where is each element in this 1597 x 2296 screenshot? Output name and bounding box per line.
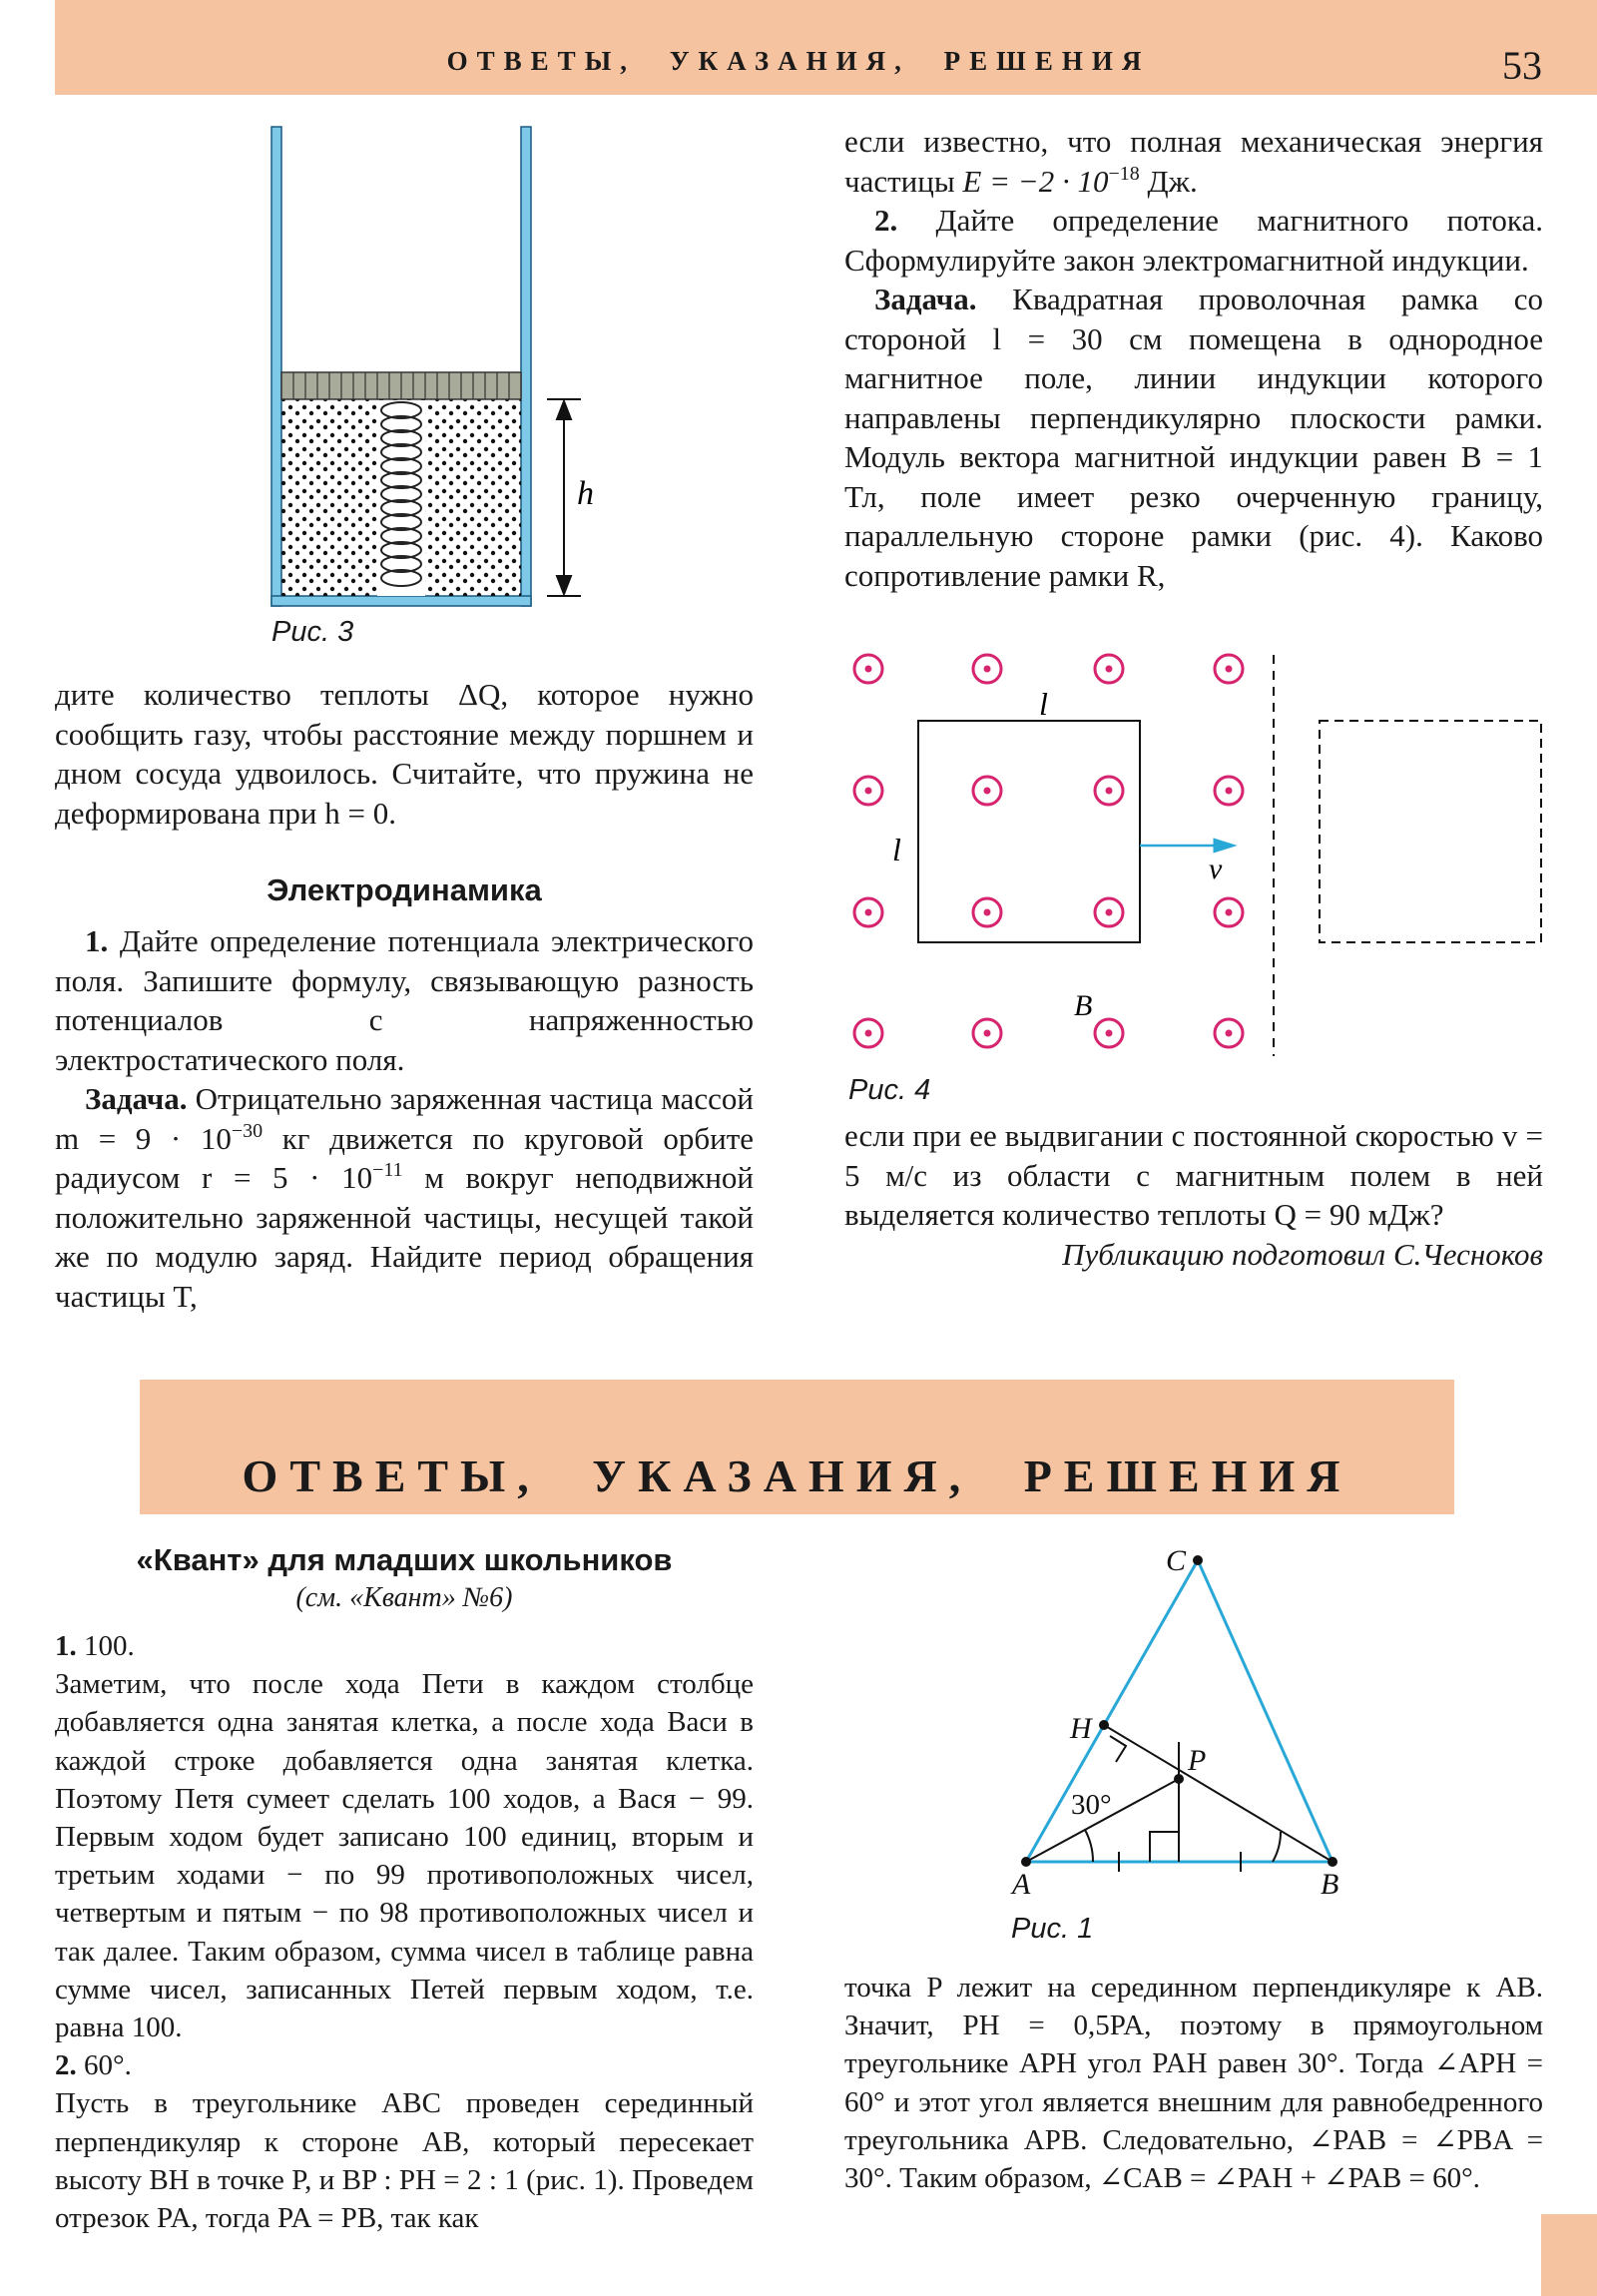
figure-4 (844, 639, 1563, 1078)
fig3-caption: Рис. 3 (271, 616, 354, 648)
right-column-top (844, 122, 1543, 595)
question-1: 1. Дайте определение потенциала электрического поля. Запишите формулу, связывающую разность потенциалов с напряженностью электростатического поля. (55, 923, 755, 1077)
answers-subheading: (см. «Квант» №6) (295, 1582, 513, 1613)
fig1-angle-label: 30° (1071, 1789, 1112, 1821)
task-1: Задача. Отрицательно заряженная частица массой $m = 9 \cdot 10^{-30}$ кг движется по круговой орбите радиусом $r = 5 \cdot 10^{-11}$ м вокруг неподвижной положительно заряженной частицы, несущей такой же по модулю заряд. Найдите период обращения частицы T, (55, 1081, 755, 1314)
vessel-left-wall (271, 127, 281, 606)
page-number: 53 (1502, 43, 1542, 88)
fig1-label-P: P (1188, 1744, 1207, 1777)
answer-2-head: 2. 60°. (55, 2049, 132, 2082)
figure-1 (998, 1542, 1367, 1922)
answers-banner-title: ОТВЕТЫ, УКАЗАНИЯ, РЕШЕНИЯ (242, 1450, 1352, 1501)
answer-1-text: Заметим, что после хода Пети в каждом столбце добавляется одна занятая клетка, а после хода Васи в каждой строке добавляется одна занятая клетка. Поэтому Петя сумеет сделать 100 ходов, а Вася − 99. Первым ходом будет записано 100 единиц, вторым и третьим ходами − по 99 противоположных чисел, четвертым и пятым − по 98 противоположных чисел и так далее. Таким образом, сумма чисел в таблице равна сумме чисел, записанных Петей первым ходом, т.е. равна 100. (55, 1668, 754, 2044)
running-header: ОТВЕТЫ, УКАЗАНИЯ, РЕШЕНИЯ (446, 46, 1151, 76)
field-symbols (854, 655, 1243, 1047)
velocity-arrow (1140, 839, 1236, 853)
right-angle-h (1110, 1736, 1126, 1762)
answers-heading: «Квант» для младших школьников (136, 1542, 673, 1577)
fig4-label-l-side: l (892, 832, 901, 867)
task-2: Задача. Квадратная проволочная рамка со стороной l = 30 см помещена в однородное магнитное поле, линии индукции которого направлены перпендикулярно плоскости рамки. Модуль вектора магнитной индукции равен B = 1 Тл, поле имеет резко очерченную границу, параллельную стороне рамки (рис. 4). Каково сопротивление рамки R, (844, 282, 1543, 593)
fig1-label-C: C (1166, 1544, 1187, 1577)
fig1-label-A: A (1012, 1868, 1031, 1901)
left-column-top (55, 675, 754, 833)
angle-arc-a (1085, 1830, 1093, 1862)
fig1-caption: Рис. 1 (1011, 1913, 1094, 1945)
answer-1-head: 1. 100. (55, 1630, 135, 1662)
question-2: 2. Дайте определение магнитного потока. Сформулируйте закон электромагнитной индукции. (844, 203, 1543, 278)
frame (918, 721, 1140, 942)
fig1-label-B: B (1321, 1868, 1339, 1901)
answers-right-column (844, 1969, 1543, 2197)
answer-2-continued: точка P лежит на серединном перпендикуляре к AB. Значит, PH = 0,5PA, поэтому в прямоугольном треугольнике APH угол PAH равен 30°. Тогда ∠APH = 60° и этот угол является внешним для равнобедренного треугольника APB. Следовательно, ∠PAB = ∠PBA = 30°. Таким образом, ∠CAB = ∠PAH + ∠PAB = 60°. (844, 1972, 1543, 2195)
figure-3 (260, 125, 639, 664)
author-credit: Публикацию подготовил С.Чесноков (1062, 1236, 1543, 1272)
altitude-bh (1104, 1725, 1332, 1862)
dimension-h (547, 399, 581, 596)
fig4-caption: Рис. 4 (848, 1074, 931, 1106)
right-angle-m (1150, 1832, 1179, 1862)
vessel-bottom (271, 596, 531, 606)
left-paragraph-1: дите количество теплоты ΔQ, которое нужно сообщить газу, чтобы расстояние между поршнем и дном сосуда удвоилось. Считайте, что пружина не деформирована при h = 0. (55, 677, 754, 831)
fig4-label-l-top: l (1039, 686, 1048, 722)
right-paragraph-2: если при ее выдвигании с постоянной скоростью v = 5 м/с из области с магнитным полем в ней выделяется количество теплоты Q = 90 мДж? (844, 1118, 1543, 1232)
frame-dashed (1320, 721, 1541, 942)
right-column-bottom (844, 1116, 1543, 1274)
section-heading: Электродинамика (266, 872, 542, 907)
fig4-label-B: B (1074, 989, 1093, 1022)
fig1-label-H: H (1070, 1712, 1092, 1745)
vessel-right-wall (521, 127, 531, 606)
label-h: h (577, 475, 594, 512)
left-column-electro (55, 921, 754, 1316)
right-paragraph-1: если известно, что полная механическая энергия частицы $E = -2 \cdot 10^{-18}$ Дж. (844, 124, 1543, 199)
page-edge-tab (1541, 2214, 1597, 2296)
answer-2-text: Пусть в треугольнике ABC проведен серединный перпендикуляр к стороне AB, который пересекает высоту BH в точке P, и BP : PH = 2 : 1 (рис. 1). Проведем отрезок PA, тогда PA = PB, так как (55, 2087, 754, 2235)
answers-left-column (55, 1627, 754, 2237)
fig4-label-v: v (1209, 853, 1223, 885)
angle-arc-b (1273, 1832, 1281, 1862)
